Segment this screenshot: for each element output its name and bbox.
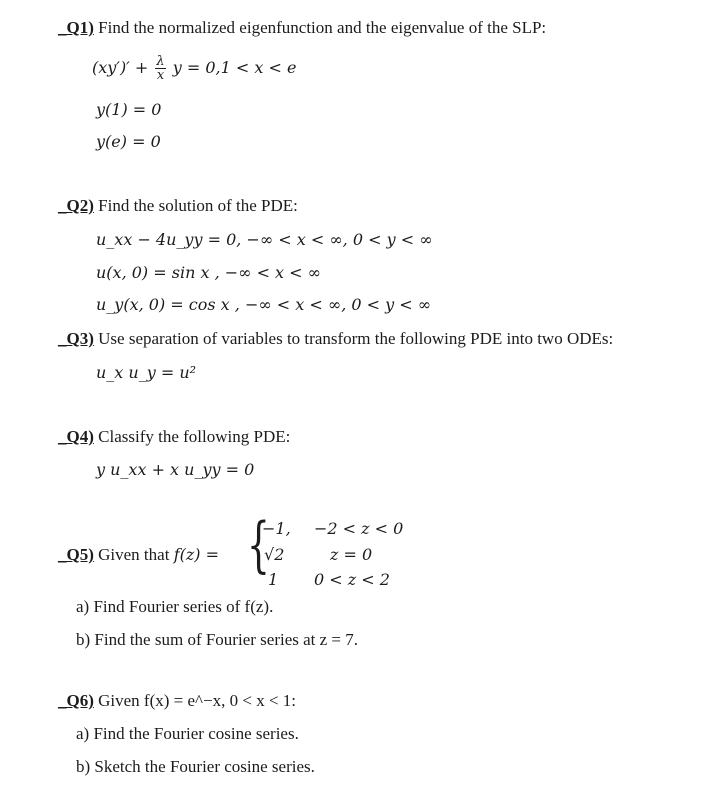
q2-eq1: u_xx − 4u_yy = 0, −∞ < x < ∞, 0 < y < ∞ <box>96 230 433 249</box>
q1-equation <box>92 55 296 82</box>
q6-label: _Q6) <box>58 691 94 710</box>
q1-text: Find the normalized eigenfunction and the eigenvalue of the SLP: <box>98 18 547 37</box>
q5-heading <box>58 545 219 565</box>
q5-fz: f(z) = <box>173 545 220 564</box>
q2-eq3: u_y(x, 0) = cos x , −∞ < x < ∞, 0 < y < ∞ <box>96 295 432 314</box>
q1-bc1: y(1) = 0 <box>96 100 162 119</box>
q2-label: _Q2) <box>58 196 94 215</box>
q2-eq2: u(x, 0) = sin x , −∞ < x < ∞ <box>96 263 321 282</box>
q1-eq-frac-den: x <box>156 68 165 83</box>
q3-text: Use separation of variables to transform the following PDE into two ODEs: <box>98 329 614 348</box>
q1-eq-rhs: y = 0,1 < x < e <box>172 58 297 77</box>
q4-heading <box>58 427 290 447</box>
q6-heading <box>58 691 296 711</box>
q5-case1-condition: −2 < z < 0 <box>314 519 404 538</box>
q5-case3-value: 1 <box>268 570 279 589</box>
q1-eq-lhs: (xy′)′ + <box>92 58 149 77</box>
q5-case1-value: −1, <box>262 519 291 538</box>
q4-label: _Q4) <box>58 427 94 446</box>
q5-text: Given that <box>98 545 170 564</box>
q1-bc2: y(e) = 0 <box>96 132 161 151</box>
q1-eq-frac-num: λ <box>156 54 165 69</box>
q5-case2-condition: z = 0 <box>330 545 373 564</box>
q3-heading <box>58 329 613 349</box>
q3-label: _Q3) <box>58 329 94 348</box>
q6-text: Given f(x) = e^−x, 0 < x < 1: <box>98 691 297 710</box>
q2-heading <box>58 196 298 216</box>
q1-label: _Q1) <box>58 18 94 37</box>
q1-heading <box>58 18 546 38</box>
q1-eq-fraction <box>155 55 165 82</box>
q5-part-a: a) Find Fourier series of f(z). <box>76 597 274 616</box>
q5-brace: { <box>247 510 270 580</box>
q6-part-a: a) Find the Fourier cosine series. <box>76 724 299 743</box>
q4-text: Classify the following PDE: <box>98 427 291 446</box>
q5-case2-value: √2 <box>264 545 285 564</box>
q5-case3-condition: 0 < z < 2 <box>314 570 390 589</box>
q4-eq: y u_xx + x u_yy = 0 <box>96 460 255 479</box>
q5-part-b: b) Find the sum of Fourier series at z = 7. <box>76 630 359 649</box>
q5-label: _Q5) <box>58 545 94 564</box>
q3-eq: u_x u_y = u² <box>96 363 197 382</box>
q2-text: Find the solution of the PDE: <box>98 196 298 215</box>
q6-part-b: b) Sketch the Fourier cosine series. <box>76 757 315 776</box>
